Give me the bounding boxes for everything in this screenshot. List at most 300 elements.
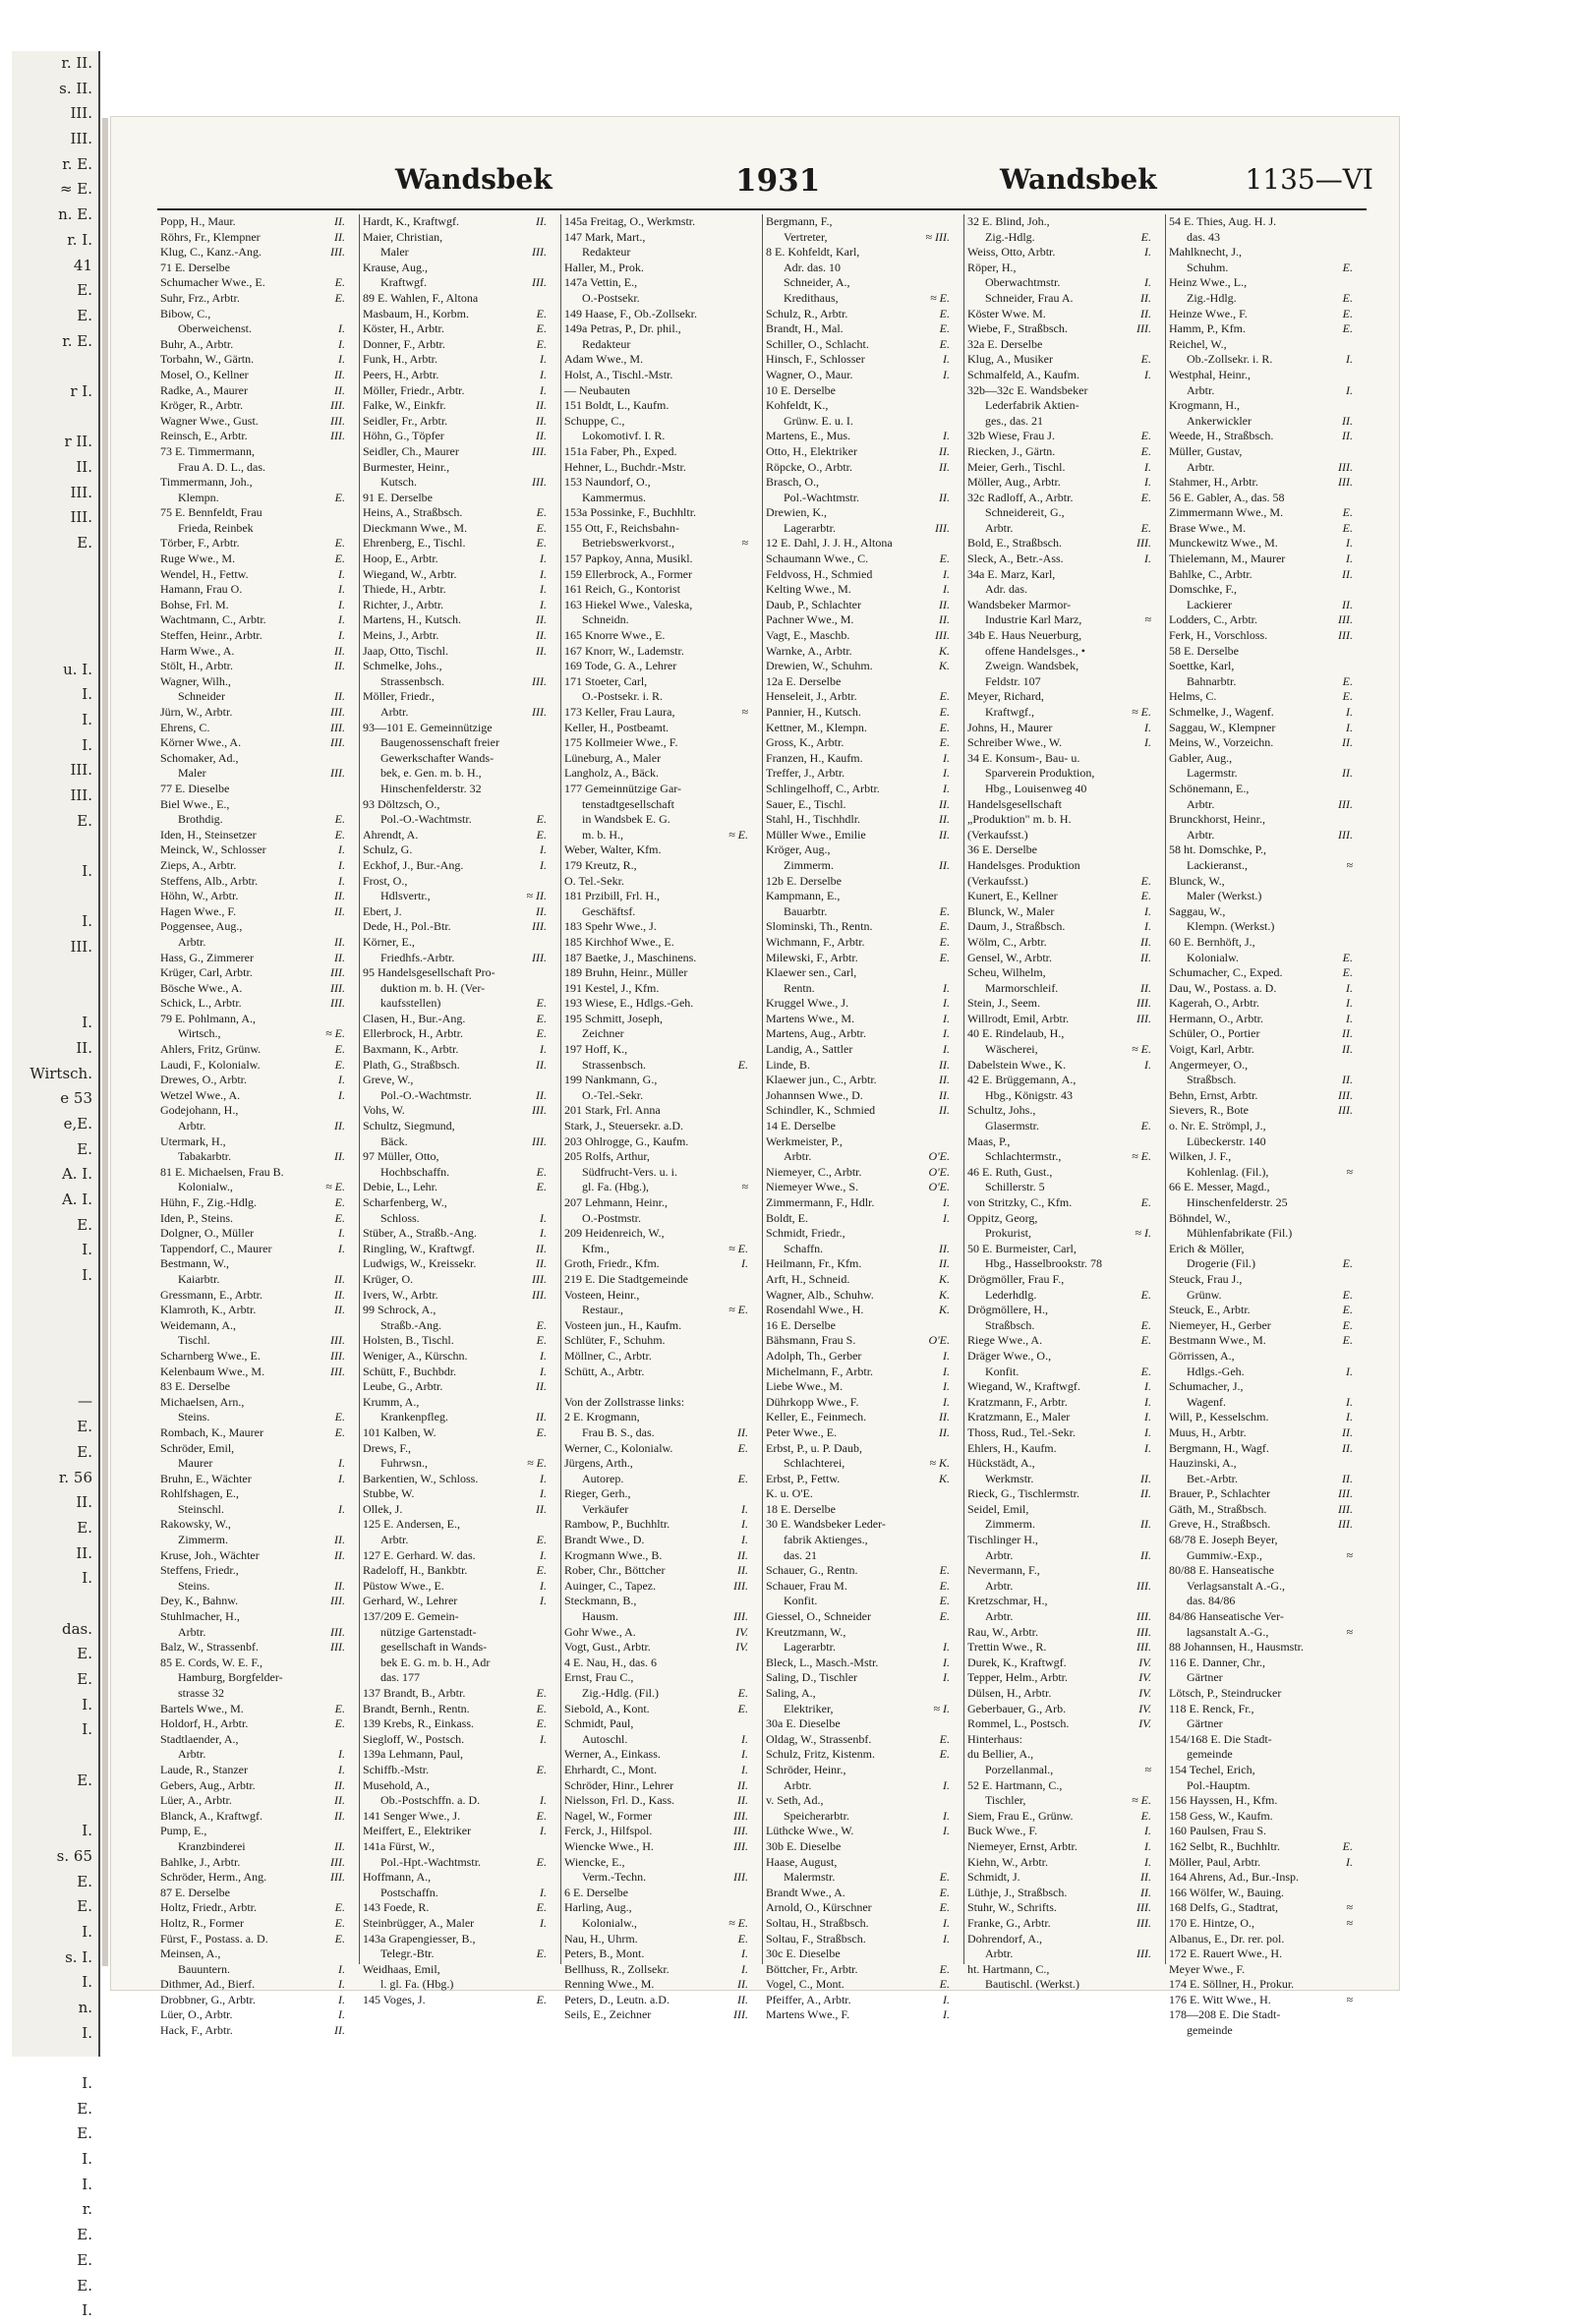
prev-page-line: I.: [82, 2150, 92, 2169]
floor-code: E.: [939, 1609, 950, 1624]
floor-code: I.: [1144, 475, 1151, 490]
floor-code: I.: [338, 1471, 345, 1485]
floor-code: [948, 1318, 950, 1334]
entry-text: Suhr, Frz., Arbtr.: [160, 290, 240, 305]
entry-text: Höhn, G., Töpfer: [363, 429, 444, 443]
floor-code: I.: [1144, 1410, 1151, 1424]
floor-code: [1149, 261, 1151, 276]
entry-text: Peter Wwe., E.: [766, 1424, 838, 1439]
floor-code: [1351, 337, 1353, 353]
directory-entry: [766, 1272, 950, 1288]
directory-entry: [967, 782, 1151, 797]
prev-page-line: 41: [73, 256, 92, 274]
entry-text: Jaap, Otto, Tischl.: [363, 643, 449, 658]
floor-code: [1351, 1609, 1353, 1625]
floor-code: ≈: [1346, 1915, 1353, 1930]
entry-text: Lodders, C., Arbtr.: [1169, 612, 1257, 627]
entry-text: Hochbschaffn.: [380, 1164, 450, 1179]
floor-code: [746, 1211, 748, 1227]
directory-entry: [160, 536, 345, 552]
directory-entry: [967, 1686, 1151, 1702]
floor-code: I.: [540, 857, 547, 872]
floor-code: [1351, 444, 1353, 460]
entry-text: Zimmerm.: [985, 1517, 1035, 1532]
floor-code: [1149, 1747, 1151, 1763]
directory-entry: [160, 904, 345, 920]
entry-text: Möller, Friedr., Arbtr.: [363, 382, 465, 397]
directory-entry: [160, 1441, 345, 1457]
directory-entry: [160, 1886, 345, 1901]
floor-code: [343, 1563, 345, 1579]
entry-text: Feldvoss, H., Schmied: [766, 566, 873, 581]
floor-code: III.: [330, 965, 345, 980]
directory-entry: [160, 1916, 345, 1932]
directory-entry: [967, 552, 1151, 567]
directory-entry: [1169, 1119, 1353, 1134]
prev-page-line: [12, 960, 98, 986]
floor-code: II.: [536, 612, 547, 627]
floor-code: I.: [540, 1915, 547, 1930]
directory-entry: [564, 766, 748, 782]
floor-code: I.: [338, 1073, 345, 1087]
floor-code: II.: [939, 796, 950, 811]
entry-text: Heilmann, Fr., Kfm.: [766, 1256, 862, 1271]
directory-entry: [967, 1640, 1151, 1656]
entry-text: Lübeckerstr. 140: [1187, 1133, 1266, 1148]
floor-code: II.: [1342, 1073, 1353, 1087]
entry-text: Schloss.: [380, 1210, 420, 1225]
entry-text: Erich & Möller,: [1169, 1241, 1245, 1255]
entry-text: 166 Wölfer, W., Bauing.: [1169, 1885, 1284, 1899]
entry-text: Vosteen jun., H., Kaufm.: [564, 1317, 682, 1332]
entry-text: Willrodt, Emil, Arbtr.: [967, 1011, 1070, 1025]
entry-text: Ob.-Postschffn. a. D.: [380, 1793, 481, 1808]
floor-code: I.: [943, 1824, 950, 1838]
floor-code: I.: [943, 1808, 950, 1823]
entry-text: Steinbrügger, A., Maler: [363, 1915, 475, 1930]
prev-page-line: [12, 1313, 98, 1339]
directory-entry: [363, 951, 547, 966]
directory-entry: [967, 919, 1151, 935]
entry-text: Schmidt, Friedr.,: [766, 1226, 845, 1241]
directory-entry: [967, 1226, 1151, 1242]
directory-entry: [766, 1256, 950, 1272]
floor-code: [948, 245, 950, 261]
floor-code: E.: [1342, 321, 1353, 336]
directory-entry: [967, 1886, 1151, 1901]
floor-code: E.: [334, 1931, 345, 1946]
directory-entry: [1169, 1088, 1353, 1104]
directory-entry: [363, 383, 547, 399]
floor-code: [1149, 689, 1151, 705]
floor-code: ≈: [1346, 857, 1353, 872]
entry-text: Höhn, W., Arbtr.: [160, 889, 239, 903]
prev-page-line: ≈ E.: [59, 180, 92, 199]
prev-page-line: E.: [77, 2276, 92, 2295]
floor-code: [545, 1119, 547, 1134]
directory-entry: [967, 1365, 1151, 1380]
entry-text: Domschke, F.,: [1169, 582, 1238, 597]
entry-text: 32 E. Blind, Joh.,: [967, 214, 1050, 228]
floor-code: [343, 1012, 345, 1027]
prev-page-line: III.: [70, 104, 92, 123]
directory-entry: [967, 582, 1151, 598]
prev-page-line: I.: [82, 912, 92, 931]
prev-page-line: [12, 985, 98, 1011]
floor-code: [746, 644, 748, 660]
directory-entry: [160, 1946, 345, 1962]
floor-code: IV.: [735, 1640, 748, 1655]
floor-code: I.: [1346, 980, 1353, 995]
entry-text: Zig.-Hdlg.: [985, 229, 1035, 244]
entry-text: Soltau, F., Straßbsch.: [766, 1931, 866, 1946]
directory-entry: [564, 337, 748, 353]
floor-code: [1351, 842, 1353, 858]
floor-code: II.: [536, 1241, 547, 1255]
entry-text: Betriebswerkvorst.,: [582, 536, 674, 551]
entry-text: Wilken, J. F.,: [1169, 1149, 1232, 1164]
directory-entry: [564, 414, 748, 430]
entry-text: Zig.-Hdlg. (Fil.): [582, 1686, 659, 1700]
entry-text: 32c Radloff, A., Arbtr.: [967, 490, 1074, 504]
entry-text: Treffer, J., Arbtr.: [766, 766, 845, 781]
directory-entry: [363, 1579, 547, 1595]
entry-text: Straßbsch.: [1187, 1073, 1237, 1087]
floor-code: [746, 1073, 748, 1088]
floor-code: [746, 491, 748, 506]
entry-text: Adolph, Th., Gerber: [766, 1348, 862, 1363]
directory-entry: [363, 230, 547, 246]
directory-entry: [160, 981, 345, 997]
floor-code: I.: [540, 1885, 547, 1899]
floor-code: I.: [1144, 1057, 1151, 1072]
entry-text: 147 Mark, Mart.,: [564, 229, 646, 244]
directory-entry: [160, 214, 345, 230]
entry-text: Schreiber Wwe., W.: [967, 735, 1063, 750]
directory-entry: [766, 705, 950, 721]
directory-entry: [363, 1916, 547, 1932]
entry-text: Hbg., Hasselbrookstr. 78: [985, 1256, 1102, 1271]
directory-entry: [1169, 383, 1353, 399]
directory-entry: [160, 1242, 345, 1257]
floor-code: [545, 735, 547, 751]
entry-text: in Wandsbek E. G.: [582, 812, 670, 827]
directory-entry: [967, 674, 1151, 690]
floor-code: III.: [330, 1333, 345, 1348]
entry-text: 162 Selbt, R., Buchhltr.: [1169, 1838, 1281, 1853]
prev-page-line: [12, 2046, 98, 2071]
directory-entry: [766, 1702, 950, 1717]
directory-entry: [564, 1012, 748, 1027]
entry-text: Feldstr. 107: [985, 673, 1041, 688]
entry-text: Steckmann, B.,: [564, 1594, 637, 1608]
entry-text: Bergmann, H., Wagf.: [1169, 1440, 1269, 1455]
floor-code: ≈: [1346, 1992, 1353, 2006]
floor-code: II.: [334, 1149, 345, 1164]
directory-entry: [363, 889, 547, 904]
directory-entry: [967, 812, 1151, 828]
directory-entry: [766, 1716, 950, 1732]
directory-entry: [160, 383, 345, 399]
entry-text: Konfit.: [784, 1594, 818, 1608]
floor-code: [1351, 935, 1353, 951]
directory-entry: [766, 1855, 950, 1871]
floor-code: [1351, 659, 1353, 674]
entry-text: Frieda, Reinbek: [178, 520, 254, 535]
floor-code: ≈: [1346, 1547, 1353, 1562]
floor-code: I.: [1346, 1364, 1353, 1378]
entry-text: gemeinde: [1187, 1747, 1233, 1762]
directory-entry: [363, 1472, 547, 1487]
directory-entry: [766, 2007, 950, 2023]
directory-entry: [160, 1702, 345, 1717]
directory-entry: [967, 1042, 1151, 1058]
directory-entry: [363, 659, 547, 674]
directory-entry: [766, 1088, 950, 1104]
entry-text: Scharfenberg, W.,: [363, 1195, 447, 1209]
entry-text: Kretzschmar, H.,: [967, 1594, 1048, 1608]
directory-entry: [766, 828, 950, 843]
floor-code: [1351, 1456, 1353, 1472]
directory-entry: [160, 1870, 345, 1886]
entry-text: Brauer, P., Schlachter: [1169, 1486, 1271, 1501]
floor-code: [1149, 567, 1151, 583]
entry-text: Kammermus.: [582, 490, 646, 504]
directory-entry: [1169, 1932, 1353, 1947]
prev-page-line: E.: [77, 1418, 92, 1436]
floor-code: [948, 1517, 950, 1533]
entry-text: Klug, C., Kanz.-Ang.: [160, 245, 262, 260]
floor-code: II.: [334, 214, 345, 228]
floor-code: I.: [943, 367, 950, 381]
floor-code: I.: [943, 980, 950, 995]
directory-entry: [564, 1763, 748, 1778]
entry-text: Bestmann Wwe., M.: [1169, 1333, 1266, 1348]
floor-code: E.: [334, 812, 345, 827]
entry-text: Scharnberg Wwe., E.: [160, 1348, 261, 1363]
directory-entry: [564, 307, 748, 322]
floor-code: I.: [540, 597, 547, 611]
floor-code: [746, 1149, 748, 1165]
entry-text: (Verkaufsst.): [967, 873, 1028, 888]
floor-code: E.: [334, 827, 345, 842]
floor-code: [1149, 1256, 1151, 1272]
entry-text: Redakteur: [582, 245, 631, 260]
entry-text: Riege Wwe., A.: [967, 1333, 1043, 1348]
floor-code: E.: [1140, 873, 1151, 888]
directory-entry: [160, 1149, 345, 1165]
directory-entry: [1169, 1900, 1353, 1916]
directory-entry: [160, 1012, 345, 1027]
header-district-right: Wandsbek: [1000, 163, 1157, 196]
directory-entry: [564, 1548, 748, 1564]
floor-code: I.: [338, 1087, 345, 1102]
directory-entry: [1169, 429, 1353, 444]
floor-code: II.: [334, 1793, 345, 1808]
directory-entry: [1169, 1226, 1353, 1242]
entry-text: 125 E. Andersen, E.,: [363, 1517, 460, 1532]
directory-entry: [1169, 1073, 1353, 1088]
directory-entry: [363, 689, 547, 705]
entry-text: Buck Wwe., F.: [967, 1824, 1038, 1838]
floor-code: [746, 1379, 748, 1395]
floor-code: [1149, 797, 1151, 813]
directory-entry: [160, 689, 345, 705]
floor-code: [746, 598, 748, 613]
directory-entry: [564, 1563, 748, 1579]
directory-entry: [766, 1778, 950, 1794]
entry-text: Ernst, Frau C.,: [564, 1670, 634, 1685]
entry-text: Richter, J., Arbtr.: [363, 597, 444, 611]
directory-entry: [766, 735, 950, 751]
floor-code: II.: [334, 382, 345, 397]
floor-code: [545, 1149, 547, 1165]
entry-text: Helms, C.: [1169, 689, 1217, 704]
entry-text: 8 E. Kohfeldt, Karl,: [766, 245, 860, 260]
prev-page-line: E.: [77, 1645, 92, 1663]
directory-entry: [363, 475, 547, 491]
directory-entry: [363, 1180, 547, 1195]
floor-code: [343, 521, 345, 537]
floor-code: E.: [536, 1701, 547, 1715]
directory-entry: [967, 904, 1151, 920]
floor-code: [1149, 1977, 1151, 1993]
entry-text: 139a Lehmann, Paul,: [363, 1747, 463, 1762]
floor-code: I.: [1144, 552, 1151, 566]
directory-entry: [1169, 337, 1353, 353]
entry-text: Südfrucht-Vers. u. i.: [582, 1164, 677, 1179]
entry-text: Stubbe, W.: [363, 1486, 415, 1501]
directory-entry: [564, 1026, 748, 1042]
floor-code: I.: [943, 750, 950, 765]
floor-code: [948, 383, 950, 399]
entry-text: Lagerarbtr.: [784, 520, 836, 535]
floor-code: [948, 965, 950, 981]
directory-entry: [564, 1839, 748, 1855]
entry-text: Langholz, A., Bäck.: [564, 766, 659, 781]
directory-entry: [160, 307, 345, 322]
directory-entry: [967, 245, 1151, 261]
floor-code: [746, 721, 748, 736]
floor-code: E.: [1140, 1317, 1151, 1332]
entry-text: 199 Nankmann, G.,: [564, 1073, 658, 1087]
directory-entry: [1169, 1149, 1353, 1165]
floor-code: [545, 460, 547, 476]
floor-code: E.: [536, 996, 547, 1011]
entry-text: Thiede, H., Arbtr.: [363, 582, 446, 597]
directory-entry: [1169, 1456, 1353, 1472]
entry-text: Schlachterei,: [784, 1456, 845, 1471]
floor-code: I.: [338, 1501, 345, 1516]
entry-text: Ollek, J.: [363, 1501, 403, 1516]
directory-entry: [766, 598, 950, 613]
entry-text: Linde, B.: [766, 1057, 810, 1072]
floor-code: [948, 1502, 950, 1518]
directory-entry: [967, 1932, 1151, 1947]
directory-entry: [564, 1640, 748, 1656]
directory-entry: [1169, 766, 1353, 782]
entry-text: 151a Faber, Ph., Exped.: [564, 443, 677, 458]
directory-entry: [363, 1670, 547, 1686]
entry-text: Tepper, Helm., Arbtr.: [967, 1670, 1068, 1685]
floor-code: [746, 321, 748, 337]
directory-entry: [363, 1594, 547, 1609]
directory-entry: [564, 1349, 748, 1365]
entry-text: Schneidereit, G.,: [985, 505, 1065, 520]
directory-entry: [766, 475, 950, 491]
entry-text: Krause, Aug.,: [363, 260, 428, 274]
entry-text: Gewerkschafter Wands-: [380, 750, 495, 765]
floor-code: I.: [338, 612, 345, 627]
floor-code: II.: [939, 490, 950, 504]
entry-text: Harm Wwe., A.: [160, 643, 235, 658]
entry-text: Ehrens, C.: [160, 720, 210, 734]
entry-text: Arbtr.: [985, 1547, 1014, 1562]
floor-code: [1351, 582, 1353, 598]
entry-text: Dey, K., Bahnw.: [160, 1594, 239, 1608]
directory-entry: [363, 1793, 547, 1809]
prev-page-line: II.: [76, 1543, 92, 1562]
prev-page-line: II.: [76, 458, 92, 476]
directory-entry: [160, 414, 345, 430]
entry-text: Hdlgs.-Geh.: [1187, 1364, 1245, 1378]
floor-code: E.: [1140, 443, 1151, 458]
floor-code: [746, 612, 748, 628]
floor-code: [746, 996, 748, 1012]
entry-text: Fuhrwsn.,: [380, 1456, 429, 1471]
entry-text: Landig, A., Sattler: [766, 1042, 853, 1057]
directory-entry: [967, 1900, 1151, 1916]
directory-entry: [160, 1686, 345, 1702]
floor-code: II.: [536, 398, 547, 413]
entry-text: 34b E. Haus Neuerburg,: [967, 628, 1082, 643]
floor-code: E.: [536, 1900, 547, 1915]
directory-entry: [160, 1993, 345, 2008]
directory-entry: [564, 1226, 748, 1242]
entry-text: 157 Papkoy, Anna, Musikl.: [564, 552, 693, 566]
directory-entry: [967, 1134, 1151, 1150]
entry-text: Körner Wwe., A.: [160, 735, 242, 750]
entry-text: Reichel, W.,: [1169, 336, 1227, 351]
floor-code: II.: [1140, 950, 1151, 964]
entry-text: Bahlke, C., Arbtr.: [1169, 566, 1253, 581]
entry-text: Meinck, W., Schlosser: [160, 842, 266, 857]
floor-code: I.: [338, 1241, 345, 1255]
directory-entry: [766, 1333, 950, 1349]
entry-text: Dithmer, Ad., Bierf.: [160, 1977, 256, 1992]
directory-entry: [160, 245, 345, 261]
directory-entry: [160, 275, 345, 291]
directory-entry: [967, 1625, 1151, 1641]
entry-text: 93—101 E. Gemeinnützige: [363, 720, 493, 734]
entry-text: Utermark, H.,: [160, 1133, 226, 1148]
floor-code: II.: [939, 1424, 950, 1439]
entry-text: Drögmöller, Frau F.,: [967, 1271, 1065, 1286]
floor-code: [1351, 782, 1353, 797]
entry-text: 139 Krebs, R., Einkass.: [363, 1716, 474, 1731]
entry-text: Fürst, F., Postass. a. D.: [160, 1931, 268, 1946]
directory-entry: [1169, 368, 1353, 383]
floor-code: E.: [536, 1026, 547, 1041]
previous-page-fragment: [12, 51, 100, 2320]
directory-entry: [160, 1732, 345, 1748]
entry-text: Giessel, O., Schneider: [766, 1609, 871, 1624]
floor-code: [746, 1410, 748, 1425]
directory-entry: [967, 689, 1151, 705]
floor-code: I.: [1144, 735, 1151, 750]
directory-entry: [363, 674, 547, 690]
entry-text: Lederfabrik Aktien-: [985, 398, 1079, 413]
